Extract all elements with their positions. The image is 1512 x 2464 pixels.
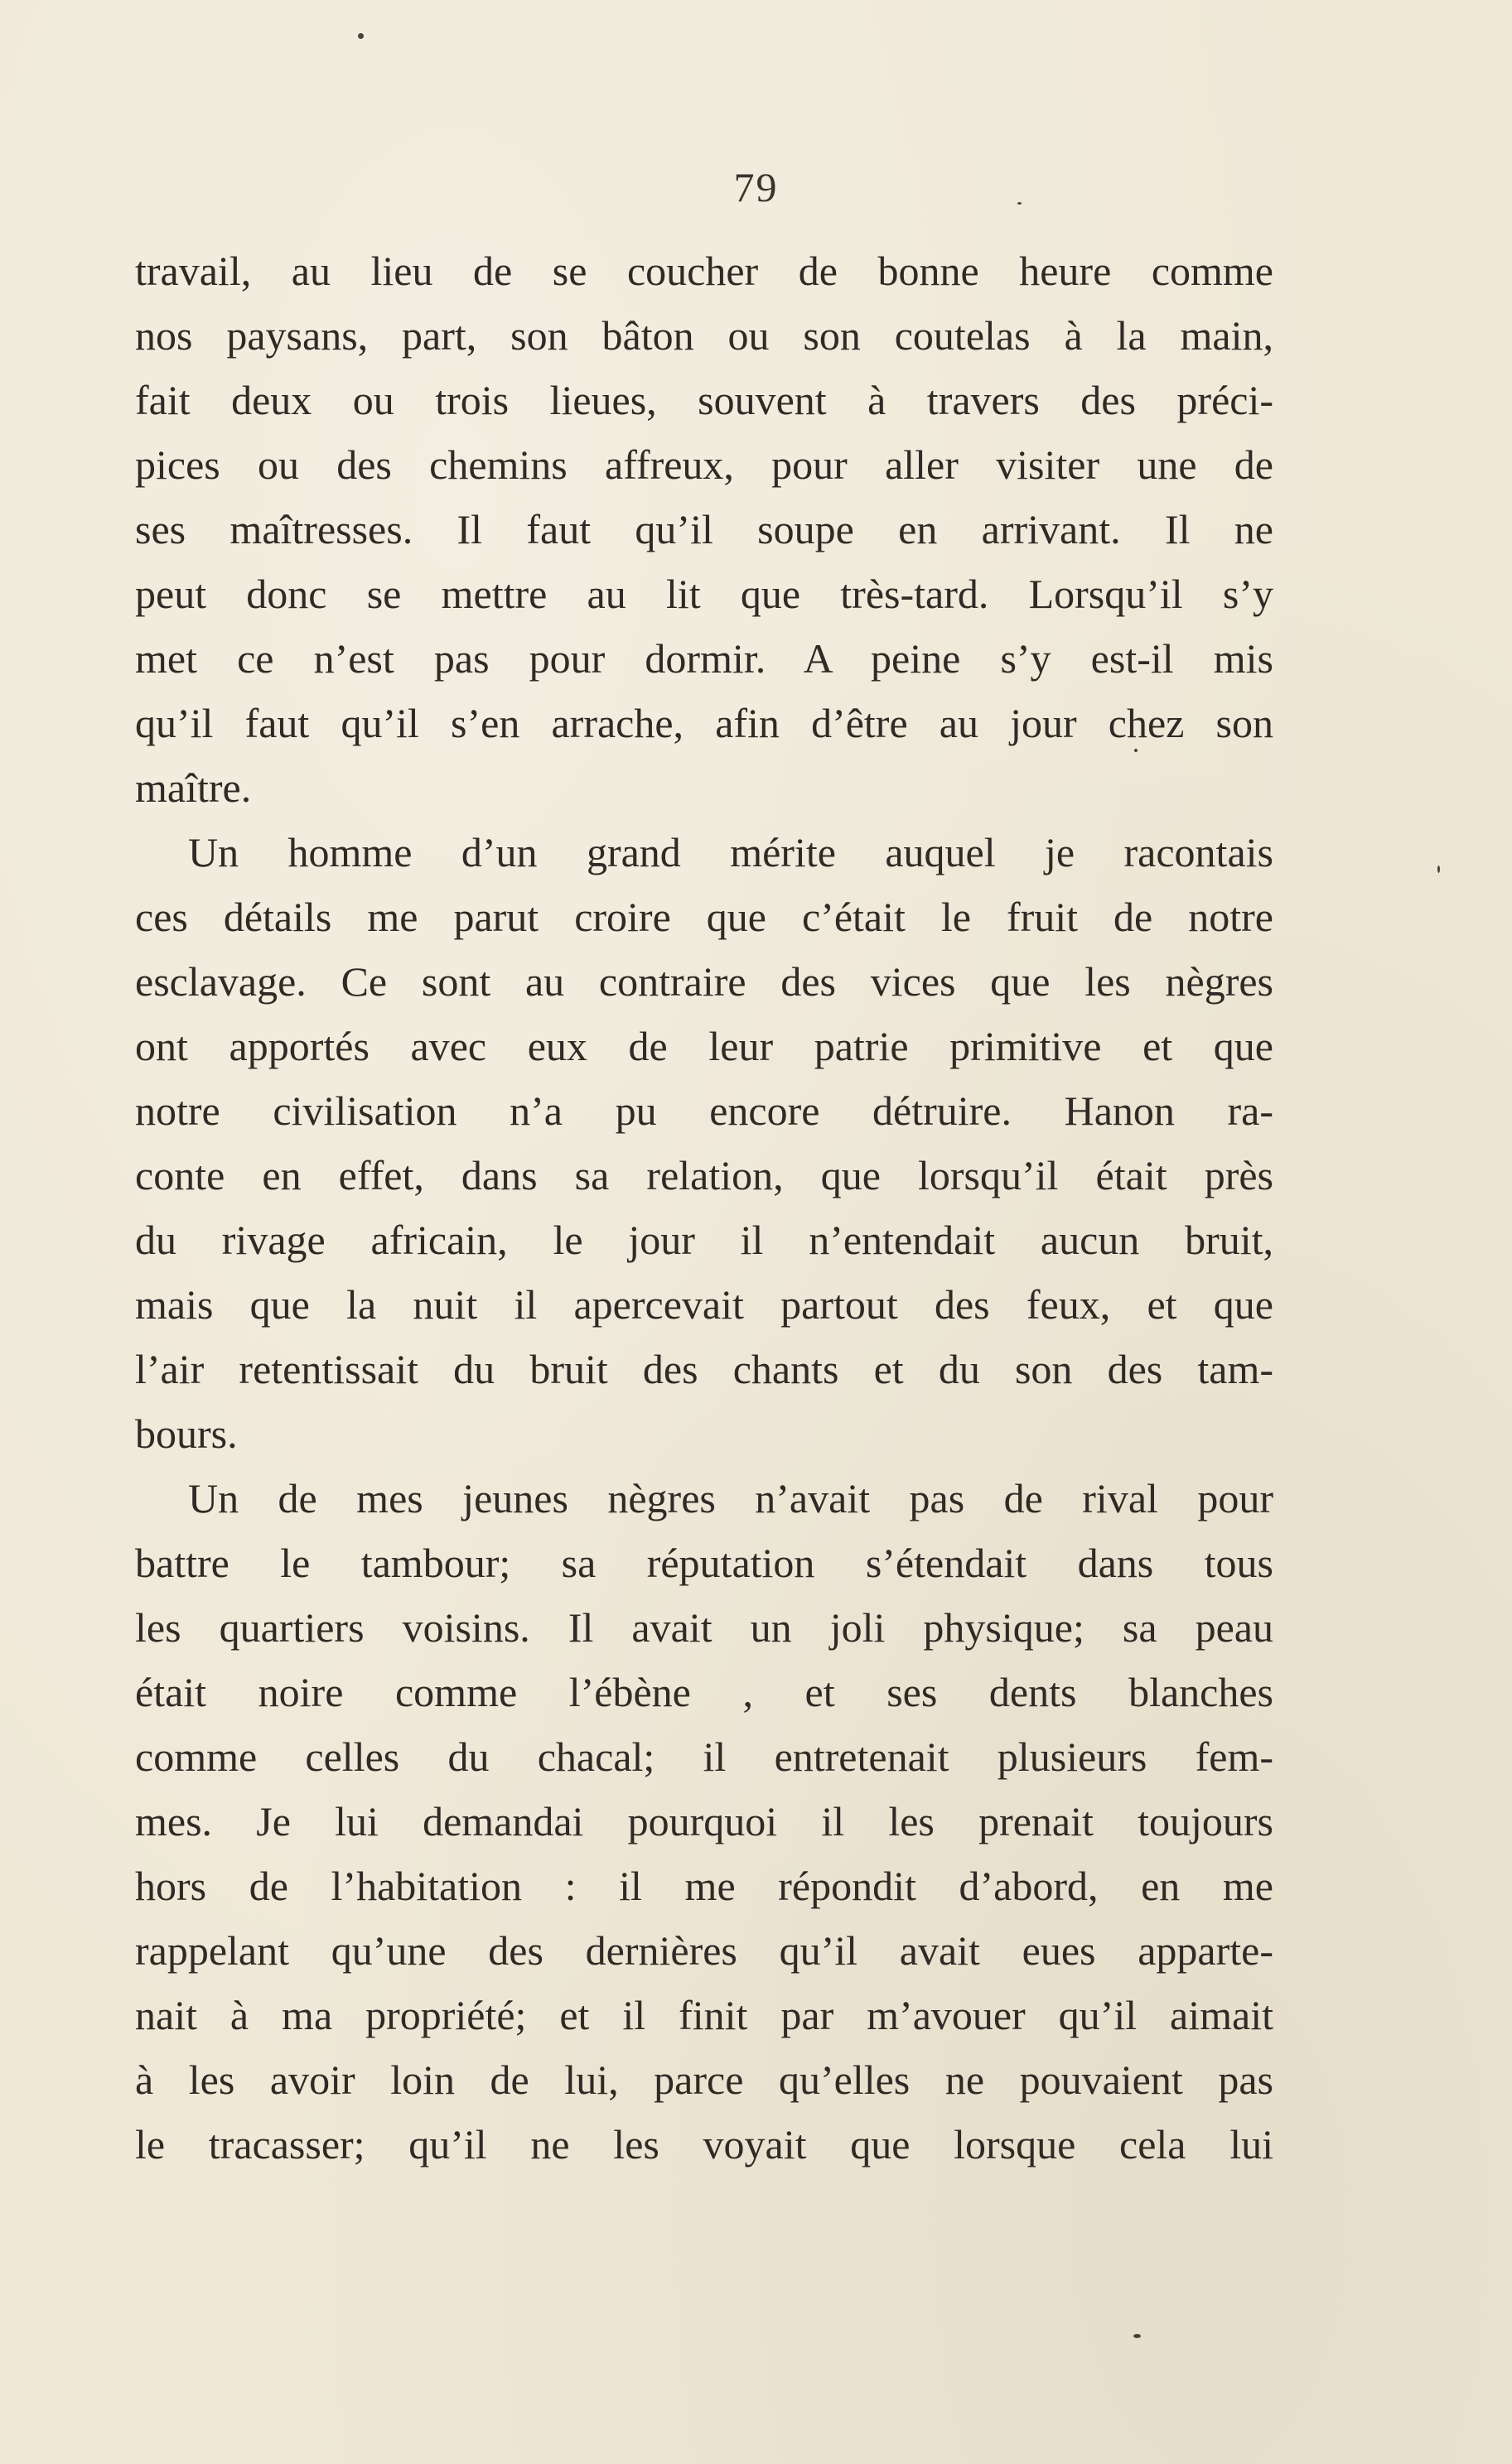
text-line: mais que la nuit il apercevait partout des feux, et que (135, 1281, 1273, 1328)
text-line: bours. (135, 1410, 238, 1457)
text-line: comme celles du chacal; il entretenait plusieurs fem- (135, 1733, 1273, 1780)
text-line: le tracasser; qu’il ne les voyait que lorsque cela lui (135, 2121, 1273, 2167)
text-line: maître. (135, 764, 252, 811)
page-number: 79 (733, 164, 779, 210)
text-line: ont apportés avec eux de leur patrie primitive et que (135, 1023, 1273, 1069)
text-line: nos paysans, part, son bâton ou son coutelas à la main, (135, 312, 1273, 359)
text-line: conte en effet, dans sa relation, que lorsqu’il était près (135, 1152, 1273, 1198)
text-line: battre le tambour; sa réputation s’étendait dans tous (135, 1540, 1273, 1586)
text-line: hors de l’habitation : il me répondit d’abord, en me (135, 1863, 1273, 1909)
text-line: notre civilisation n’a pu encore détruire. Hanon ra- (135, 1087, 1273, 1134)
text-line: ses maîtresses. Il faut qu’il soupe en arrivant. Il ne (135, 506, 1273, 552)
text-line: qu’il faut qu’il s’en arrache, afin d’être au jour chez son (135, 700, 1273, 746)
text-line: esclavage. Ce sont au contraire des vices que les nègres (135, 958, 1273, 1005)
text-line: à les avoir loin de lui, parce qu’elles ne pouvaient pas (135, 2057, 1273, 2103)
text-line: rappelant qu’une des dernières qu’il avait eues apparte- (135, 1927, 1273, 1974)
text-line: ces détails me parut croire que c’était le fruit de notre (135, 894, 1273, 940)
text-line: fait deux ou trois lieues, souvent à travers des préci- (135, 377, 1273, 423)
text-line: travail, au lieu de se coucher de bonne heure comme (135, 248, 1273, 294)
text-line: les quartiers voisins. Il avait un joli physique; sa peau (135, 1604, 1273, 1651)
body-text (135, 239, 1273, 2177)
text-line: peut donc se mettre au lit que très-tard. Lorsqu’il s’y (135, 571, 1273, 617)
text-line: met ce n’est pas pour dormir. A peine s’y est-il mis (135, 635, 1273, 682)
text-line: nait à ma propriété; et il finit par m’avouer qu’il aimait (135, 1992, 1273, 2038)
text-line: pices ou des chemins affreux, pour aller visiter une de (135, 441, 1273, 488)
text-line: était noire comme l’ébène , et ses dents blanches (135, 1669, 1273, 1715)
text-line: mes. Je lui demandai pourquoi il les prenait toujours (135, 1798, 1273, 1844)
text-line: l’air retentissait du bruit des chants et du son des tam- (135, 1346, 1273, 1392)
text-line: Un de mes jeunes nègres n’avait pas de rival pour (188, 1475, 1273, 1521)
text-line: du rivage africain, le jour il n’entendait aucun bruit, (135, 1217, 1273, 1263)
text-line: Un homme d’un grand mérite auquel je racontais (188, 829, 1273, 875)
